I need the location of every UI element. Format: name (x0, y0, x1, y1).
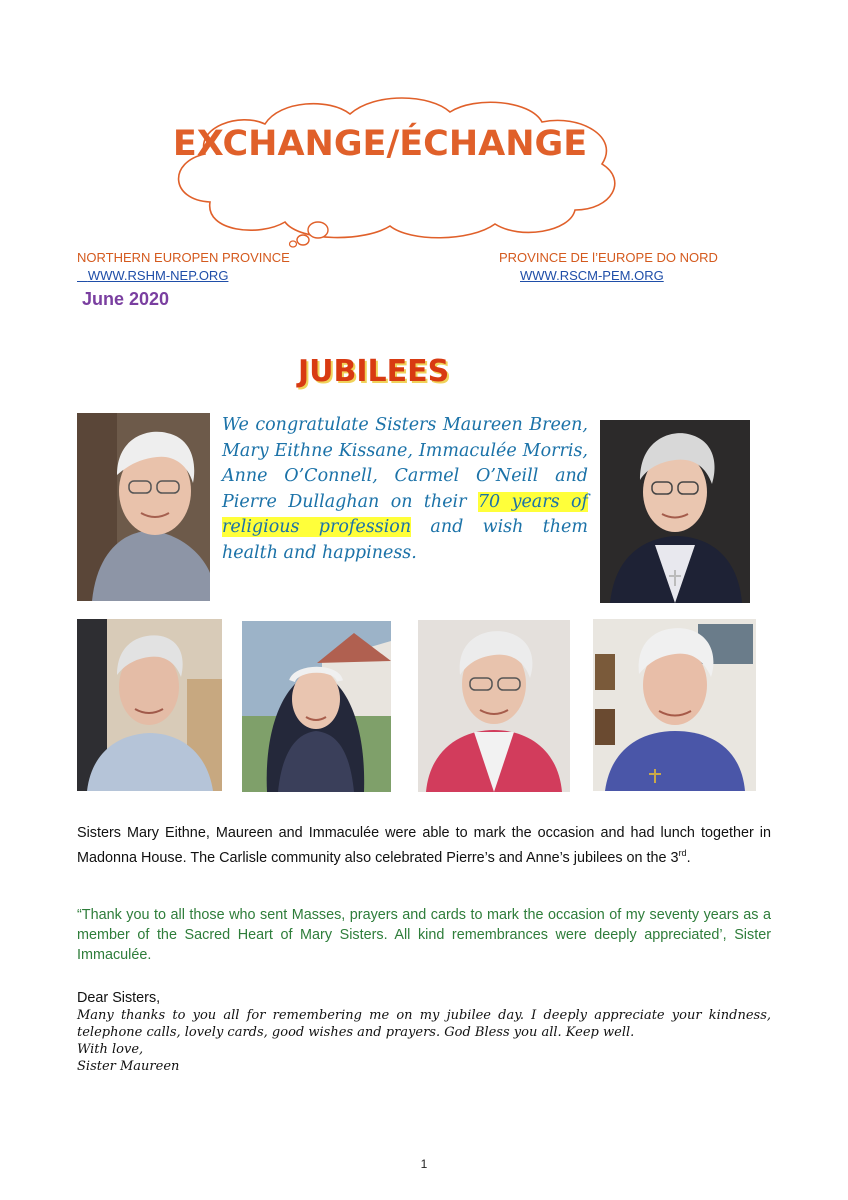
photo-sister-5 (418, 620, 570, 792)
website-link-right[interactable]: WWW.RSCM-PEM.ORG (520, 268, 664, 283)
photo-sister-2 (600, 420, 750, 603)
letter-signature: Sister Maureen (77, 1059, 180, 1074)
paragraph-celebration (77, 823, 771, 868)
photo-sister-6 (593, 619, 756, 791)
congrats-part-2: and wish them health and happiness. (222, 517, 588, 563)
ordinal-suffix: rd (678, 848, 687, 858)
province-name-left: NORTHERN EUROPEN PROVINCE (77, 250, 290, 265)
paragraph-celebration-end: . (686, 849, 691, 866)
quote-sister-immaculee: “Thank you to all those who sent Masses, prayers and cards to mark the occasion of my seventy years as a member of the Sacred Heart of Mary Sisters. All kind remembrances were deeply appreciated’, Sister Immaculée. (77, 907, 771, 963)
photo-sister-3 (77, 619, 222, 791)
photo-sister-1 (77, 413, 210, 601)
website-link-left[interactable] (77, 268, 228, 283)
page-number: 1 (420, 1157, 428, 1171)
newsletter-title: EXCHANGE/ÉCHANGE (172, 124, 588, 164)
paragraph-celebration-text: Sisters Mary Eithne, Maureen and Immaculée were able to mark the occasion and had lunch together in Madonna House. The Carlisle community also celebrated Pierre’s and Anne’s jubilees on the 3 (77, 825, 771, 866)
highlighted-text: 70 years of religious profession (222, 491, 588, 538)
section-heading: JUBILEES (298, 354, 450, 389)
letter-closing: With love, (77, 1042, 144, 1057)
website-link-left-text[interactable]: WWW.RSHM-NEP.ORG (87, 268, 229, 283)
letter-body: Many thanks to you all for remembering me on my jubilee day. I deeply appreciate your kindness, telephone calls, lovely cards, good wishes and prayers. God Bless you all. Keep well. (77, 1008, 771, 1040)
congratulations-text (222, 413, 588, 567)
congrats-part-1: We congratulate Sisters Maureen Breen, Mary Eithne Kissane, Immaculée Morris, Anne O’Connell, Carmel O’Neill and Pierre Dullaghan on their (222, 415, 588, 512)
photo-sister-4 (242, 621, 391, 792)
letter-greeting: Dear Sisters, (77, 990, 161, 1006)
province-name-right: PROVINCE DE l’EUROPE DO NORD (499, 250, 718, 265)
issue-date: June 2020 (82, 289, 170, 309)
cloud-banner-icon (150, 92, 630, 248)
